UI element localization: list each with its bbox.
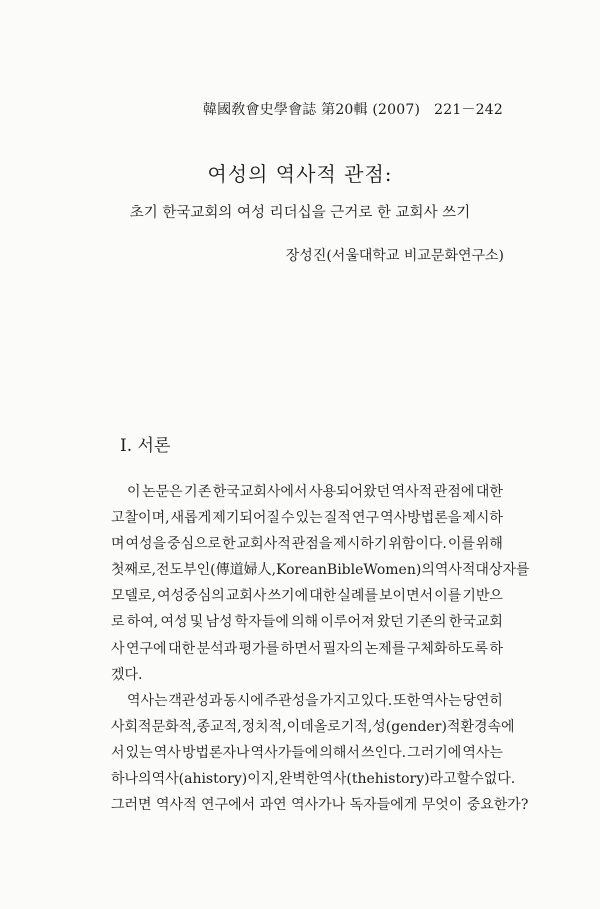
paragraph-line: 서 있는 역사 방법론자나 역사가들에 의해서 쓰인다. 그러기에 역사는 [111,745,503,762]
paper-subtitle: 초기 한국교회의 여성 리더십을 근거로 한 교회사 쓰기 [129,205,471,221]
paragraph-line: 겠다. [111,666,143,683]
paragraph-line: 역사는 객관성과 동시에 주관성을 가지고 있다. 또한 역사는 당연히 [127,693,503,709]
page-range: 221－242 [434,102,503,118]
paragraph-line: 이 논문은 기존 한국교회사에서 사용되어왔던 역사적 관점에 대한 [127,484,503,500]
section-heading: I. 서론 [120,436,171,456]
paragraph-1 [111,479,530,688]
paragraph-line: 첫째로, 전도부인(傳道婦人, Korean Bible Women)의 역사적 대상자를 [111,562,530,579]
journal-name: 韓國敎會史學會誌 第20輯 (2007) [202,102,421,118]
paragraph-line: 로 하여, 여성 및 남성 학자들에 의해 이루어져 왔던 기존의 한국교회 [111,614,503,631]
paragraph-line: 고찰이며, 새롭게 제기되어질 수 있는 질적 연구 역사방법론을 제시하 [111,510,503,527]
author-affiliation: 장성진(서울대학교 비교문화연구소) [285,248,504,264]
paragraph-line: 하나의 역사(a history)이지, 완벽한 역사(the history)라고 할 수 없다. [111,771,516,788]
paragraph-line: 며 여성을 중심으로 한 교회사적 관점을 제시하기 위함이다. 이를 위해 [111,536,503,553]
paragraph-line: 그러면 역사적 연구에서 과연 역사가나 독자들에게 무엇이 중요한가? [111,797,529,814]
paragraph-line: 모델로, 여성중심의 교회사 쓰기에 대한 실례를 보이면서 이를 기반으 [111,588,503,605]
paper-title: 여성의 역사적 관점: [207,162,393,186]
paragraph-2 [111,688,529,818]
paragraph-line: 사회적 문화적, 종교적, 정치적, 이데올로기적, 성(gender)적 환경 속에 [111,719,515,736]
paragraph-line: 사 연구에 대한 분석과 평가를 하면서 필자의 논제를 구체화하도록 하 [111,640,503,657]
running-head [203,99,503,119]
